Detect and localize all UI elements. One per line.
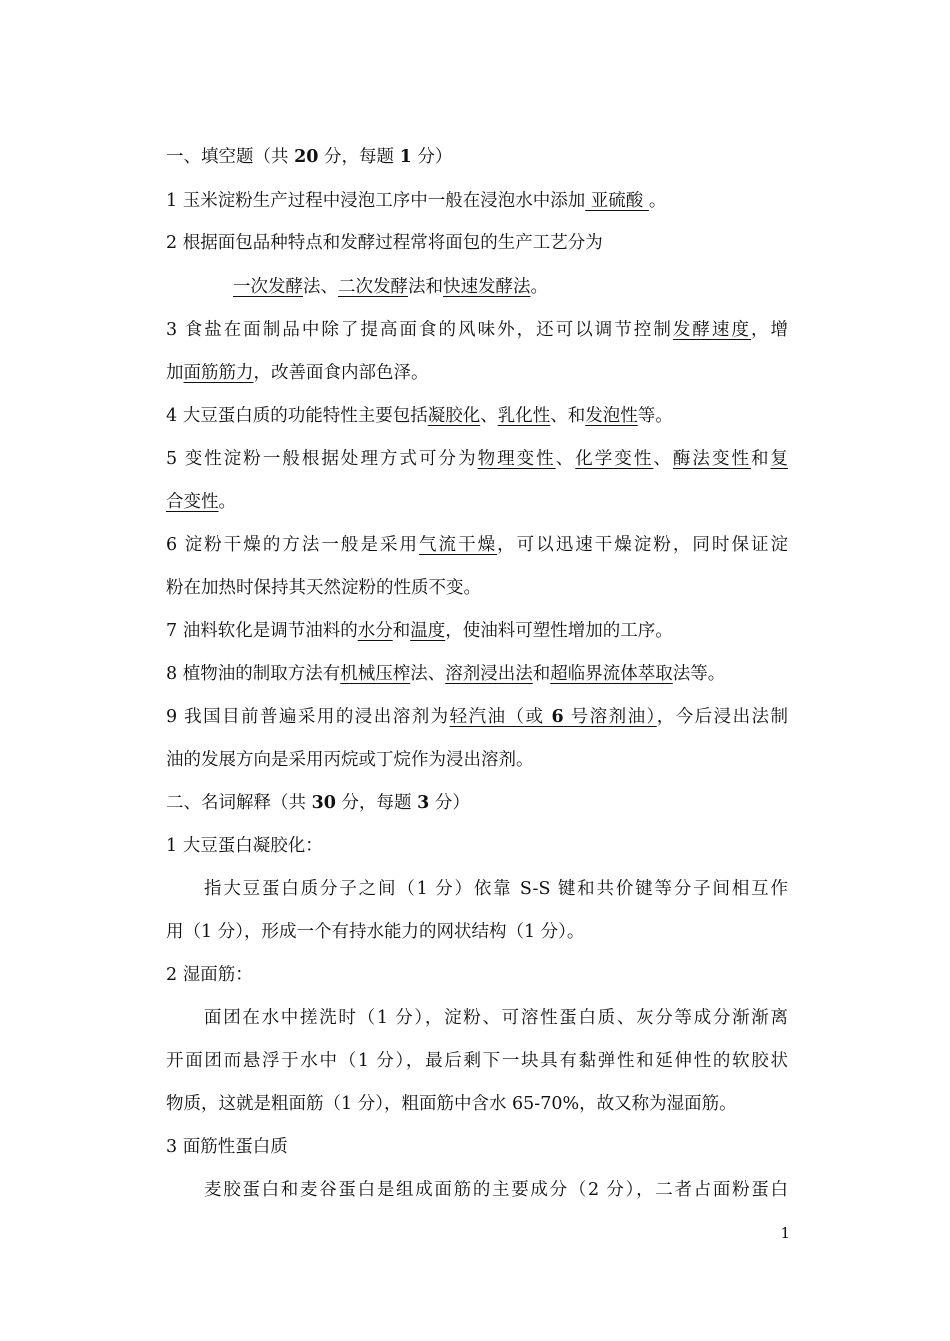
question-3-line1 xyxy=(166,318,788,342)
question-6-line1 xyxy=(166,533,788,557)
question-text: ，今后浸出法制 xyxy=(656,707,789,727)
answer-blank: 机械压榨 xyxy=(340,664,411,684)
heading-text: 分，每题 xyxy=(335,793,418,813)
question-3-line2 xyxy=(166,361,788,385)
question-text: 。 xyxy=(648,191,667,211)
question-text: 油的发展方向是采用丙烷或丁烷作为浸出溶剂。 xyxy=(166,750,534,770)
question-text: 6 淀粉干燥的方法一般是采用 xyxy=(166,535,420,555)
question-text: 、 xyxy=(555,449,576,469)
term-2-line3: 物质，这就是粗面筋（1 分），粗面筋中含水 65-70%，故又称为湿面筋。 xyxy=(166,1094,737,1114)
answer-blank: 发泡性 xyxy=(585,406,638,426)
question-5-line2 xyxy=(166,490,788,514)
answer-blank: 一次发酵 xyxy=(233,277,303,297)
answer-blank: 酶法变性 xyxy=(672,449,751,469)
term-2-line2: 开面团而悬浮于水中（1 分），最后剩下一块具有黏弹性和延伸性的软胶状 xyxy=(166,1051,788,1071)
answer-blank: 发酵速度 xyxy=(672,320,751,340)
answer-blank: 化学变性 xyxy=(575,449,654,469)
answer-blank: 物理变性 xyxy=(477,449,556,469)
question-text: 、和 xyxy=(550,406,586,426)
term-2-line1: 面团在水中搓洗时（1 分），淀粉、可溶性蛋白质、灰分等成分渐渐离 xyxy=(204,1008,788,1028)
question-text: 、 xyxy=(653,449,673,469)
heading-text: 二、名词解释（共 xyxy=(166,793,312,813)
answer-blank: 复 xyxy=(770,449,789,469)
question-text: 和 xyxy=(751,449,771,469)
question-2-line1 xyxy=(166,231,788,255)
answer-blank: 二次发酵 xyxy=(338,277,408,297)
answer-blank: 6 xyxy=(551,707,564,727)
term-3-title: 3 面筋性蛋白质 xyxy=(166,1137,288,1157)
page-number: 1 xyxy=(780,1224,790,1242)
question-text: 、 xyxy=(480,406,498,426)
question-text: 法、 xyxy=(410,664,446,684)
answer-blank: 面筋筋力 xyxy=(183,363,254,383)
term-1-line1: 指大豆蛋白质分子之间（1 分）依靠 S-S 键和共价键等分子间相互作 xyxy=(204,879,788,899)
answer-blank: 溶剂浸出法 xyxy=(445,664,533,684)
question-text: 加 xyxy=(166,363,184,383)
answer-blank: 水分 xyxy=(357,621,393,641)
question-text: 等。 xyxy=(637,406,673,426)
answer-blank: 气流干燥 xyxy=(419,535,498,555)
question-9-line2 xyxy=(166,748,788,772)
section1-heading xyxy=(166,145,788,169)
section2-heading xyxy=(166,791,788,815)
answer-blank: 号溶剂油） xyxy=(563,707,657,727)
question-2-line2 xyxy=(233,275,855,299)
answer-blank: 温度 xyxy=(410,621,446,641)
heading-text: 一、填空题（共 xyxy=(166,147,295,167)
question-7 xyxy=(166,619,788,643)
question-text: 。 xyxy=(530,277,548,297)
answer-blank: 超临界流体萃取 xyxy=(550,664,673,684)
question-text: 和 xyxy=(392,621,411,641)
question-text: ，改善面食内部色泽。 xyxy=(253,363,429,383)
answer-blank: 凝胶化 xyxy=(427,406,481,426)
question-5-line1 xyxy=(166,447,788,471)
question-text: 3 食盐在面制品中除了提高面食的风味外，还可以调节控制 xyxy=(166,320,673,340)
heading-score: 20 xyxy=(294,147,319,167)
answer-blank: 轻汽油（或 xyxy=(449,707,552,727)
answer-blank: 亚硫酸 xyxy=(585,191,649,211)
question-8 xyxy=(166,662,788,686)
question-text: 4 大豆蛋白质的功能特性主要包括 xyxy=(166,406,428,426)
term-2-title: 2 湿面筋： xyxy=(166,965,253,985)
question-text: ，增 xyxy=(750,320,789,340)
heading-text: 分） xyxy=(429,793,470,813)
heading-score: 30 xyxy=(311,793,336,813)
question-9-line1 xyxy=(166,705,788,729)
question-text: 8 植物油的制取方法有 xyxy=(166,664,341,684)
question-text: 9 我国目前普遍采用的浸出溶剂为 xyxy=(166,707,450,727)
question-text: 法和 xyxy=(408,277,443,297)
answer-blank: 乳化性 xyxy=(497,406,551,426)
question-text: 和 xyxy=(532,664,551,684)
term-3-line1: 麦胶蛋白和麦谷蛋白是组成面筋的主要成分（2 分），二者占面粉蛋白 xyxy=(204,1180,788,1200)
question-text: 粉在加热时保持其天然淀粉的性质不变。 xyxy=(166,578,481,598)
answer-blank: 快速发酵法 xyxy=(443,277,531,297)
question-4 xyxy=(166,404,788,428)
heading-text: 分，每题 xyxy=(318,147,400,167)
question-text: ，使油料可塑性增加的工序。 xyxy=(445,621,673,641)
heading-text: 分） xyxy=(411,147,453,167)
question-text: 。 xyxy=(218,492,236,512)
question-text: 法等。 xyxy=(672,664,726,684)
question-text: 7 油料软化是调节油料的 xyxy=(166,621,358,641)
term-1-line2: 用（1 分），形成一个有持水能力的网状结构（1 分）。 xyxy=(166,922,585,942)
answer-blank: 合变性 xyxy=(166,492,219,512)
heading-each-score: 3 xyxy=(417,793,430,813)
question-text: 1 玉米淀粉生产过程中浸泡工序中一般在浸泡水中添加 xyxy=(166,191,586,211)
question-text: 2 根据面包品种特点和发酵过程常将面包的生产工艺分为 xyxy=(166,233,603,253)
question-6-line2 xyxy=(166,576,788,600)
question-1 xyxy=(166,189,788,213)
heading-each-score: 1 xyxy=(399,147,412,167)
question-text: 法、 xyxy=(303,277,338,297)
question-text: ，可以迅速干燥淀粉，同时保证淀 xyxy=(497,535,788,555)
term-1-title: 1 大豆蛋白凝胶化： xyxy=(166,836,323,856)
question-text: 5 变性淀粉一般根据处理方式可分为 xyxy=(166,449,478,469)
